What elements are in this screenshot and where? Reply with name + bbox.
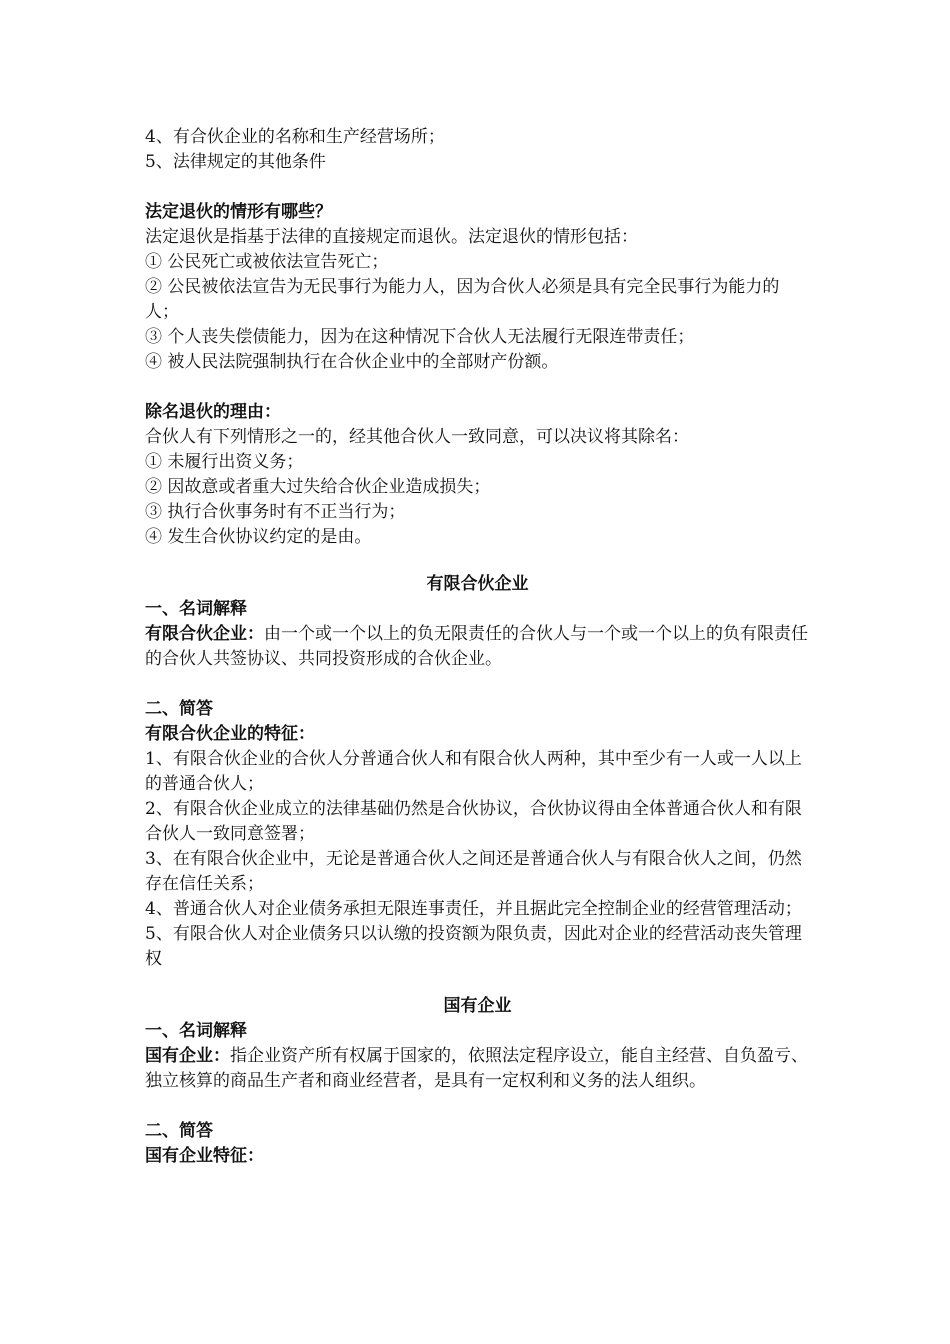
term-label: 国有企业： bbox=[145, 1046, 230, 1066]
expulsion-intro: 合伙人有下列情形之一的，经其他合伙人一致同意，可以决议将其除名： bbox=[145, 427, 689, 447]
list-item: ③ 个人丧失偿债能力，因为在这种情况下合伙人无法履行无限连带责任； bbox=[145, 327, 695, 347]
feature-item: 3、在有限合伙企业中，无论是普通合伙人之间还是普通合伙人与有限合伙人之间，仍然存在信任关系； bbox=[145, 849, 802, 894]
list-item: ① 未履行出资义务； bbox=[145, 452, 304, 472]
list-item: ③ 执行合伙事务时有不正当行为； bbox=[145, 502, 406, 522]
section-title-state-owned: 国有企业 bbox=[443, 996, 512, 1016]
list-item: ② 公民被依法宣告为无民事行为能力人，因为合伙人必须是具有完全民事行为能力的人； bbox=[145, 277, 780, 322]
section-title-limited-partnership: 有限合伙企业 bbox=[426, 574, 529, 594]
qa-heading: 二、简答 bbox=[145, 1121, 213, 1141]
term-heading: 一、名词解释 bbox=[145, 1021, 247, 1041]
qa-heading: 二、简答 bbox=[145, 699, 213, 719]
feature-item: 1、有限合伙企业的合伙人分普通合伙人和有限合伙人两种，其中至少有一人或一人以上的普通合伙人； bbox=[145, 749, 802, 794]
list-item: ④ 被人民法院强制执行在合伙企业中的全部财产份额。 bbox=[145, 352, 559, 372]
statutory-withdrawal-intro: 法定退伙是指基于法律的直接规定而退伙。法定退伙的情形包括： bbox=[145, 227, 638, 247]
list-item: ② 因故意或者重大过失给合伙企业造成损失； bbox=[145, 477, 491, 497]
statutory-withdrawal-heading: 法定退伙的情形有哪些？ bbox=[145, 202, 332, 222]
term-definition bbox=[145, 622, 810, 672]
feature-item: 5、有限合伙人对企业债务只以认缴的投资额为限负责，因此对企业的经营活动丧失管理权 bbox=[145, 924, 802, 969]
term-heading: 一、名词解释 bbox=[145, 599, 247, 619]
list-item: ④ 发生合伙协议约定的是由。 bbox=[145, 527, 372, 547]
intro-item: 4、有合伙企业的名称和生产经营场所； bbox=[145, 127, 445, 147]
term-text: 由一个或一个以上的负无限责任的合伙人与一个或一个以上的负有限责任的合伙人共签协议、共同投资形成的合伙企业。 bbox=[145, 624, 808, 669]
term-text: 指企业资产所有权属于国家的，依照法定程序设立，能自主经营、自负盈亏、独立核算的商品生产者和商业经营者，是具有一定权利和义务的法人组织。 bbox=[145, 1046, 808, 1091]
document-page bbox=[145, 125, 810, 1169]
term-definition bbox=[145, 1044, 810, 1094]
list-item: ① 公民死亡或被依法宣告死亡； bbox=[145, 252, 389, 272]
feature-item: 4、普通合伙人对企业债务承担无限连事责任，并且据此完全控制企业的经营管理活动； bbox=[145, 899, 802, 919]
qa-subheading: 有限合伙企业的特征： bbox=[145, 724, 315, 744]
term-label: 有限合伙企业： bbox=[145, 624, 264, 644]
expulsion-heading: 除名退伙的理由： bbox=[145, 402, 281, 422]
feature-item: 2、有限合伙企业成立的法律基础仍然是合伙协议，合伙协议得由全体普通合伙人和有限合伙人一致同意签署； bbox=[145, 799, 802, 844]
qa-subheading: 国有企业特征： bbox=[145, 1146, 264, 1166]
intro-item: 5、法律规定的其他条件 bbox=[145, 152, 326, 172]
